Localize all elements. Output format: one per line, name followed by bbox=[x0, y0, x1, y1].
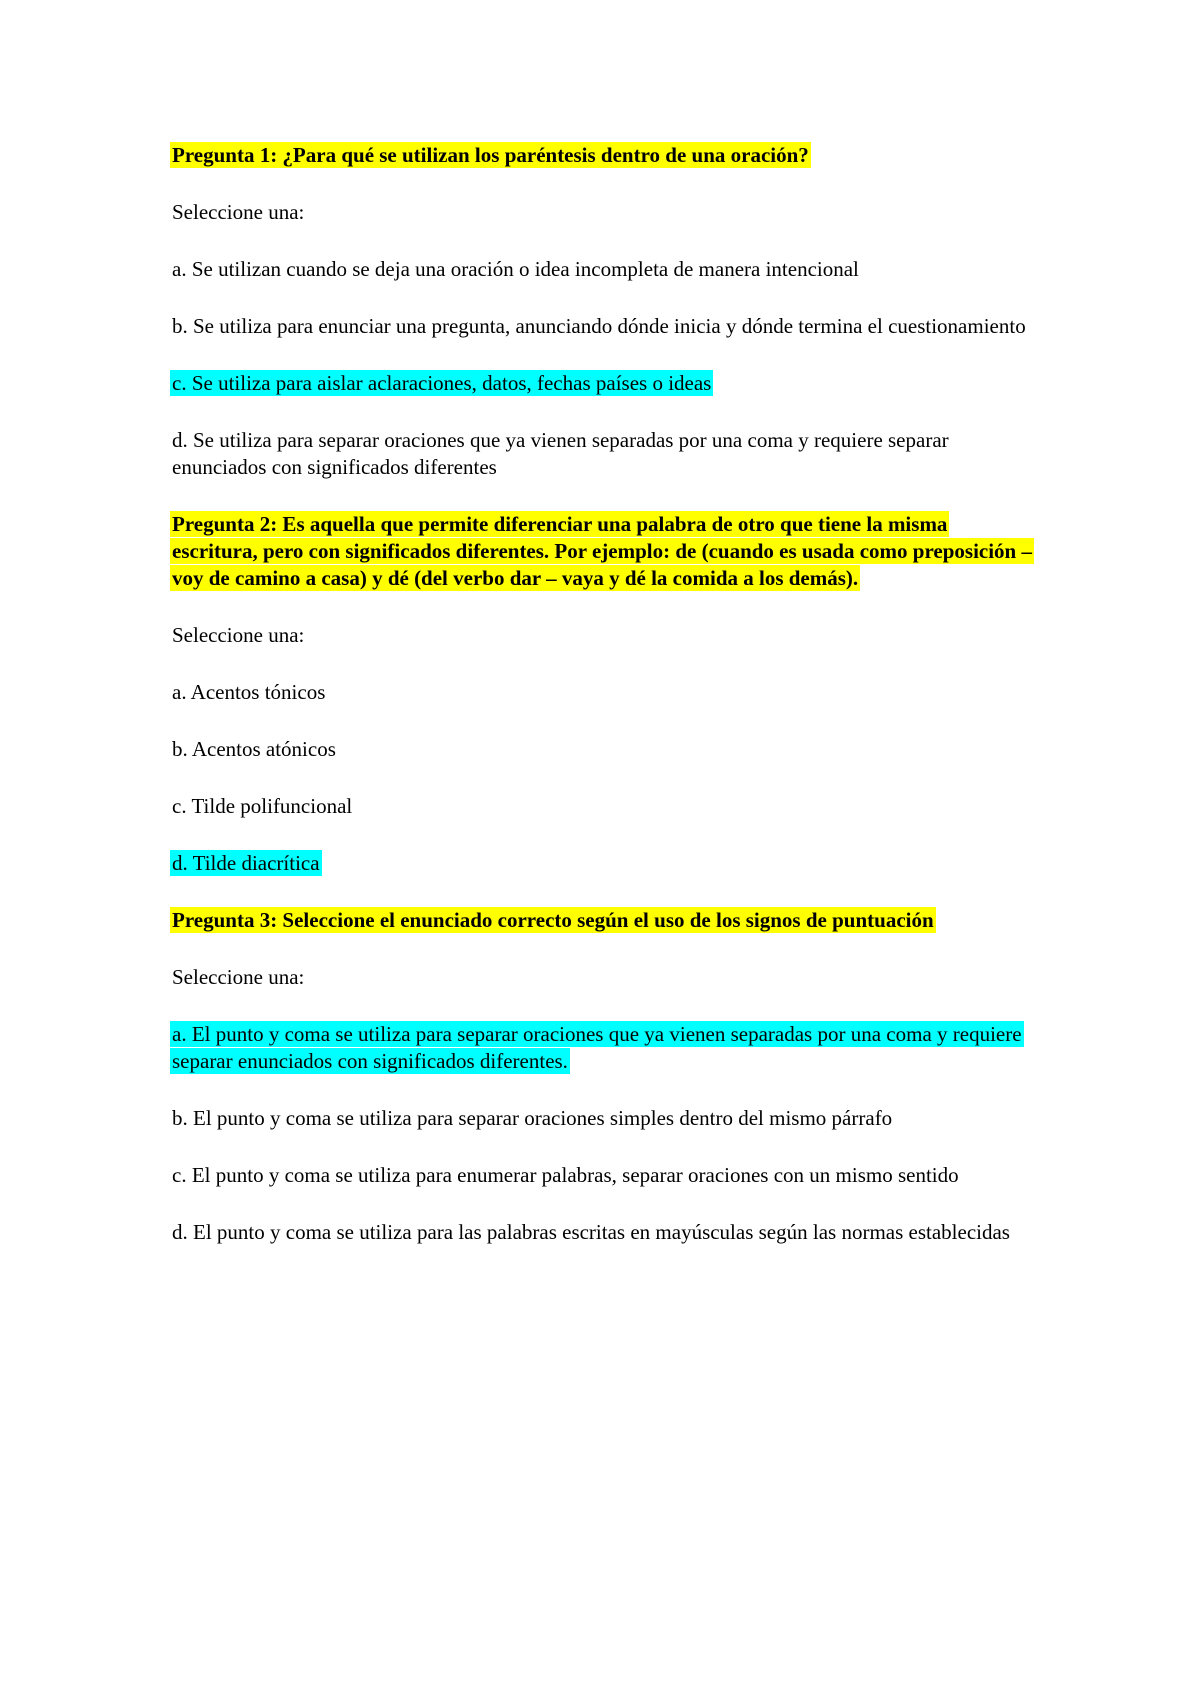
question-3-option-a bbox=[172, 1021, 1032, 1075]
question-2-text: Pregunta 2: Es aquella que permite diferenciar una palabra de otro que tiene la misma escritura, pero con significados diferentes. Por ejemplo: de (cuando es usada como preposición – voy de camino a casa) y dé (del verbo dar – vaya y dé la comida a los demás). bbox=[172, 512, 1032, 590]
question-3-option-d: d. El punto y coma se utiliza para las palabras escritas en mayúsculas según las normas establecidas bbox=[172, 1220, 1010, 1244]
question-3-option-c: c. El punto y coma se utiliza para enumerar palabras, separar oraciones con un mismo sentido bbox=[172, 1163, 959, 1187]
question-2-option-a: a. Acentos tónicos bbox=[172, 680, 326, 704]
question-1-option-c bbox=[172, 370, 1032, 397]
question-2-option-b: b. Acentos atónicos bbox=[172, 737, 336, 761]
question-2-option-d bbox=[172, 850, 1032, 877]
question-1-option-b: b. Se utiliza para enunciar una pregunta, anunciando dónde inicia y dónde termina el cuestionamiento bbox=[172, 314, 1026, 338]
question-1-option-d: d. Se utiliza para separar oraciones que ya vienen separadas por una coma y requiere separar enunciados con significados diferentes bbox=[172, 428, 949, 479]
question-3-option-b: b. El punto y coma se utiliza para separar oraciones simples dentro del mismo párrafo bbox=[172, 1106, 893, 1130]
document-page bbox=[172, 142, 1032, 1276]
question-2 bbox=[172, 511, 1032, 592]
question-2-correct-answer: d. Tilde diacrítica bbox=[172, 851, 320, 875]
question-1-correct-answer: c. Se utiliza para aislar aclaraciones, datos, fechas países o ideas bbox=[172, 371, 712, 395]
question-3 bbox=[172, 907, 1032, 934]
question-3-correct-answer: a. El punto y coma se utiliza para separar oraciones que ya vienen separadas por una coma y requiere separar enunciados con significados diferentes. bbox=[172, 1022, 1022, 1073]
question-1-prompt: Seleccione una: bbox=[172, 200, 305, 224]
question-2-option-c: c. Tilde polifuncional bbox=[172, 794, 353, 818]
question-2-prompt: Seleccione una: bbox=[172, 623, 305, 647]
question-1-option-a: a. Se utilizan cuando se deja una oración o idea incompleta de manera intencional bbox=[172, 257, 859, 281]
question-1-text: Pregunta 1: ¿Para qué se utilizan los paréntesis dentro de una oración? bbox=[172, 143, 809, 167]
question-3-text: Pregunta 3: Seleccione el enunciado correcto según el uso de los signos de puntuación bbox=[172, 908, 934, 932]
question-1 bbox=[172, 142, 1032, 169]
question-3-prompt: Seleccione una: bbox=[172, 965, 305, 989]
